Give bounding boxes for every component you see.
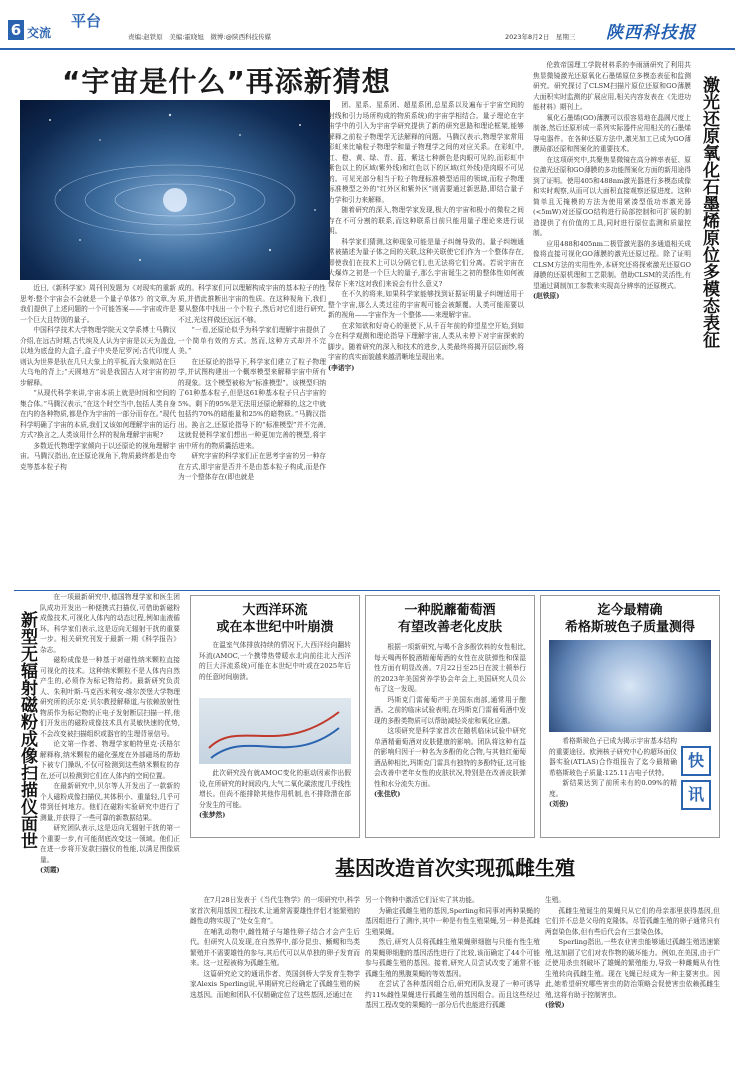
bottom-article-col2: 另一个物种中激活它们证实了其功能。 为确定孤雌生殖的基因,Sperling和同事对两种果蝇的基因组进行了测序,其中一种是有性生殖果蝇,另一种是孤雌生殖果蝇。 然后,研究人员将孤雌生殖果蝇卵细胞与只能有性生殖的果蝇卵细胞的基因活性进行了比较,该而确定了44个可能参与孤雌生殖的基因。接着,研究人员尝试改变了通常不能孤雌生殖的黑腹果蝇的等效基因。 在尝试了各种基因组合后,研究团队发现了一种可诱导约11%雌性果蝇进行孤雌生殖的基因组合。而且这些经过基因工程改变的果蝇的一部分后代也能进行孤雌 [365, 896, 540, 1009]
amoc-title-1: 大西洋环流 [242, 603, 308, 618]
galaxy-image [20, 100, 330, 280]
xun-badge: 讯 [681, 780, 711, 810]
mri-article-body: 在一项最新研究中,德国物理学家和医生团队成功开发出一种便携式扫描仪,可借助新磁粉成像技术,可视化人体内的动态过程,例如血液循环。科学家们表示,这是迈向无辐射干扰的重要一步。相关研究刊发于最新一期《科学报告》杂志。 磁粉成像是一种基于对磁性纳米颗粒直接可视化的技术。这种纳米颗粒不是人体内自然产生的,必须作为标记物给药。最新研究负责人、朱利叶斯-马克西米利安-维尔茨堡大学物理研究所的沃尔克·贝尔教授解释道,与依赖放射性物质作为标记物的正电子发射断层扫描一样,他们开发出的磁粉成像技术具有灵敏快速的优势,不会改变被扫描组织或器官的生理背景信号。 论文第一作者、物理学家帕特里克·沃格尔解释称,纳米颗粒的磁化强度在外部磁场的帮助下被专门操纵,不仅可检测到这些纳米颗粒的存在,还可以检测到它们在人体内的空间位置。 在最新研究中,贝尔等人开发出了一款新的个人磁粉成像扫描仪,其体积小、重量轻,几乎可带到任何地方。他们在磁粉实验研究中进行了测量,并获得了一些可靠的新数据结果。 研究团队表示,这是迈向无辐射干扰的第一个重要一步,有可能彻底改变这一领域。他们正在进一步将开发款扫描仪的性能,以满足图像质量。 (刘霞) [40, 593, 180, 874]
section-label: 交流 [27, 26, 52, 40]
kuai-badge: 快 [681, 746, 711, 776]
higgs-box [540, 595, 720, 838]
mri-author: (刘霞) [40, 866, 60, 874]
higgs-author: (刘俊) [549, 800, 569, 808]
amoc-text-bottom: 此次研究没有就AMOC变化的驱动因素作出假设,在所研究的时间段内,大气二氧化碳浓度几乎线性增长。但尚不能排除其他作用机制,也不排除潜在部分发生的可能。 (张梦然) [199, 769, 351, 819]
higgs-text: 希格斯玻色子已成为揭示宇宙基本结构的重要途径。欧洲核子研究中心的超环面仪器实验(ATLAS)合作组报告了迄今最精确希格斯玻色子质量:125.11吉电子伏特。 新结果达到了前所未有的0.09%的精度。 (刘俊) [549, 737, 677, 808]
bottom-article-col3: 生殖。 孤雌生殖诞生的果蝇只从它们的母亲那里获得基因,但它们并不总是父母的克隆体。尽管孤雌生殖的卵子通常只有两套染色体,但有些后代会有三套染色体。 Sperling指出,一些农业害虫能够通过孤雌生殖迅速繁殖,这加剧了它们对农作物的破坏能力。例如,在美国,由于广泛使用杀虫剂破坏了雄蝇的繁殖能力,导致一种雌蝇从有性生殖转向孤雌生殖。现在飞蝇已经成为一种主要害虫。因此,她希望研究哪些害虫的防治策略会促使害虫依赖孤雌生殖,这将有助于控制害虫。 (徐锐) [545, 896, 720, 1009]
main-article-col3: 团、星系、星系团、超星系团,总星系以及遍布于宇宙空间的射线和引力场所构成的物质系统)的宇宙学相结合。量子理论在宇宙学中的引入为宇宙学研究提供了新的研究思路和理论框架,能够解释之前粒子物理学无法解释的问题。马腾汉表示,物理学家常用彩虹来比喻粒子物理学和量子物理学之间的对应关系。在彩虹中,红、橙、黄、绿、青、蓝、紫这七种颜色是肉眼可见的,而彩虹中紫色以上的区域(紫外线)和红色以下的区域(红外线)是肉眼不可见的。可见光部分相当于粒子物理标准模型适用的领域,而粒子物理标准模型之外的“红外区和紫外区”则需要通过新思路,即结合量子力学和引力来解释。 随着研究的深入,物理学家发现,极大的宇宙和极小的微粒之间存在不可分割的联系,而这种联系目前只能用量子理论来进行说明。 科学家们猜测,这种现象可能是量子纠缠导致的。量子纠缠通常被描述为量子体之间的关联,这种关联使它们作为一个整体存在,即使我们在技术上可以分隔它们,也无法将它们分离。若说宇宙在大爆炸之初是一个巨大的量子,那么宇宙诞生之初的整体性如何被保存下来?这对我们来说会有什么意义? 在不久的将来,如果科学家能够找到证据证明量子纠缠适用于整个宇宙,那么人类过往的宇宙观可能会被颠覆。人类可能需要以新的视角——宇宙作为一个整体——来理解宇宙。 在求知欲和好奇心的驱使下,从千百年前的仰望星空开始,到如今在科学观测和理论指导下理解宇宙,人类从未停下对宇宙探索的脚步。随着研究的深入和技术的进步,人类最终将揭开层层面纱,将宇宙的真实面貌越来越清晰地呈现出来。 (李诺宇) [328, 101, 524, 372]
grape-title-2: 有望改善老化皮肤 [397, 620, 502, 635]
side-author: (赵铁原) [533, 292, 560, 300]
side-headline: 激光还原氧化石墨烯原位多模态表征 [699, 76, 719, 348]
page-number: 6 [8, 20, 24, 40]
grape-box [365, 595, 535, 838]
amoc-title-2: 或在本世纪中叶崩溃 [216, 620, 334, 635]
grape-title-1: 一种脱蘼葡萄酒 [404, 603, 496, 618]
higgs-title-2: 希格斯玻色子质量测得 [564, 620, 695, 635]
amoc-box [190, 595, 360, 838]
mri-headline: 新型无辐射磁粉成像扫描仪面世 [17, 611, 37, 849]
ocean-current-illustration [199, 698, 351, 764]
higgs-image [549, 640, 711, 732]
issue-date: 2023年8月2日 星期三 [505, 33, 576, 41]
amoc-text-top: 在温室气体排放持续的情况下,大西洋经向翻转环流(AMOC,一个携带热带暖水北向前往北大西洋的巨大洋流系统)可能在本世纪中叶或在2025年后的任意时间崩溃。 [199, 641, 351, 681]
main-article-col2: 成的。科学家们可以理解构成宇宙的基本粒子的性质,并借此推断出宇宙的性质。在这种视角下,我们要从整体中找出一个个粒子,然后对它们进行研究,不过,光这样做还远远不够。 “一看,还原论似乎为科学家们理解宇宙提供了一个简单有效的方式。然而,这种方式却并不完美。” 在还原论的指导下,科学家们建立了粒子物理学,并试图构建出一个概率模型来解释宇宙中所有的现象。这个模型被称为“标准模型”。该模型归纳了61种基本粒子,但是这61种基本粒子只占宇宙的5%。剩下的95%是无法用还原论解释的,这之中就包括约70%的暗能量和25%的暗物质。”马腾汉指出。换言之,还原论指导下的“标准模型”并不完善,这就促使科学家们想出一种更加完善的模型,将宇宙中所有的物质囊括进来。 研究宇宙的科学家们正在思考宇宙的另一种存在方式,即宇宙是否并不是由基本粒子构成,而是作为一个整体存在(即也就是 [178, 284, 326, 481]
section-label-large: 平台 [71, 12, 102, 30]
main-author: (李诺宇) [328, 363, 355, 372]
main-article-col1: 近日,《新科学家》周刊刊发题为《对现实的重新思考:整个宇宙会不会就是一个量子单体?》的文章,为我们提供了上述问题的一个可能答案——宇宙或许是一个巨大且特别的量子。 中国科学技术大学物理学院天文学系博士马腾汉介绍,在远古时期,古代埃及人认为宇宙是以天为盖盘,以地为底盘的大盒子,盒子中央是尼罗河;古代印度人则认为世界是驮在几只大象上的平板,而大象则站在巨大乌龟的背上;“天圆地方”说是我国古人对宇宙的初步解释。 “从现代科学来讲,宇宙本质上就是时间和空间的集合体。”马腾汉表示,“在这个时空当中,包括人类自身在内的各种物质,都是作为宇宙的一部分而存在。”现代科学明确了宇宙的本质,我们又该如何理解宇宙的运行方式?换言之,人类该用什么样的视角理解宇宙呢? 多数近代物理学家倾向于以还原论的视角理解宇宙。马腾汉指出,在还原论视角下,物质最终都是由夸克等基本粒子构 [20, 284, 176, 471]
side-article-body: 伦敦帝国理工学院材料系的李雨涵研究了利用共焦显微镜激光还原氧化石墨烯原位多模态表征和监测研究。研究探讨了CLSM扫描片原位还原和GO薄膜大面积实时监测的扩展应用,相关内容发表在《先进功能材料》期刊上。 氧化石墨烯(GO)薄膜可以很容易地在晶圆尺度上制备,然后还原形成一系列实际器件应用相关的石墨烯导电器件。在各种还原方法中,激光加工已成为GO薄膜局部还原和图案化的重要技术。 在这项研究中,共聚焦显微镜在高分辨率表征、原位激光还原和GO薄膜的多功能图案化方面的新用途得到了证明。使用405和488nm激光器进行多模态成像和实时观察,从而可以大面积直接观察还原进度。这种简单且无掩模的方法为使用紧凑型低功率激光器(<5mW)对还原GO结构进行局部控制和可扩展的制造提供了有价值的工具,同时进行原位监测和质量控制。 应用488和405nm二极管激光器的多通道相关成像将直接可视化GO薄膜的激光还原过程。除了证明CLSM方法的实用性外,本研究还将探索激光还原GO薄膜的还原机理和工艺限制。借助CLSM的灵活性,有望通过调制加工参数来实现高分辨率的还原模式。 (赵铁原) [533, 61, 691, 300]
divider [14, 590, 720, 591]
higgs-title-1: 迄今最精确 [597, 603, 663, 618]
amoc-author: (张梦然) [199, 811, 226, 819]
main-headline: “宇宙是什么”再添新猜想 [62, 65, 391, 98]
galaxy-illustration [20, 100, 330, 280]
bottom-headline: 基因改造首次实现孤雌生殖 [335, 856, 575, 880]
editor-credits: 责编:赵铁原 美编:霍晓旭 微博:@陕西科技传媒 [128, 33, 272, 41]
newspaper-masthead: 陕西科技报 [606, 23, 696, 43]
bottom-author: (徐锐) [545, 1001, 565, 1009]
bottom-article-col1: 在7月28日发表于《当代生物学》的一项研究中,科学家首次利用基因工程技术,让通常需要雄性伴侣才能繁殖的雌性动物实现了“处女生育”。 在哺乳动物中,雌性精子与雄性卵子结合才会产生后代。但研究人员发现,在自然界中,部分昆虫、蜥蜴和鸟类繁殖并不需要雄性的参与,其后代可以从单独的卵子发育而来。这一过程被称为孤雌生殖。 这篇研究论文的通讯作者、英国剑桥大学发育生物学家Alexis Sperling说,早期研究已经确定了孤雌生殖的候选基因。而她和团队不仅精确定位了这些基因,还通过在 [190, 896, 360, 999]
amoc-image [199, 698, 351, 764]
grape-author: (张佳欣) [374, 790, 401, 798]
grape-text: 根据一项新研究,与喝不含多酚饮料的女性相比,每天喝两杯脱酒精葡萄酒的女性在皮肤弹性和保湿性方面有明显改善。7月22日至25日在波士顿举行的2023年美国营养学协会年会上,美国研究人员公布了这一发现。 玛斯克门雷葡萄产于美国东南部,通常用于酿酒。之前的临床试验表明,在玛斯克门雷葡萄酒中发现的多酚类物质可以帮助减轻炎症和氧化应激。 这项研究是科学家首次在随机临床试验中研究单酒精葡萄酒对皮肤健康的影响。团队将这种有益的影响归因于一种名为多酚的化合物,与其他红葡萄酒品种相比,玛斯克门雷具有独特的多酚特征,这可能会改善中老年女性的皮肤状况,特别是在改善皮肤弹性和水分流失方面。 (张佳欣) [374, 643, 526, 798]
